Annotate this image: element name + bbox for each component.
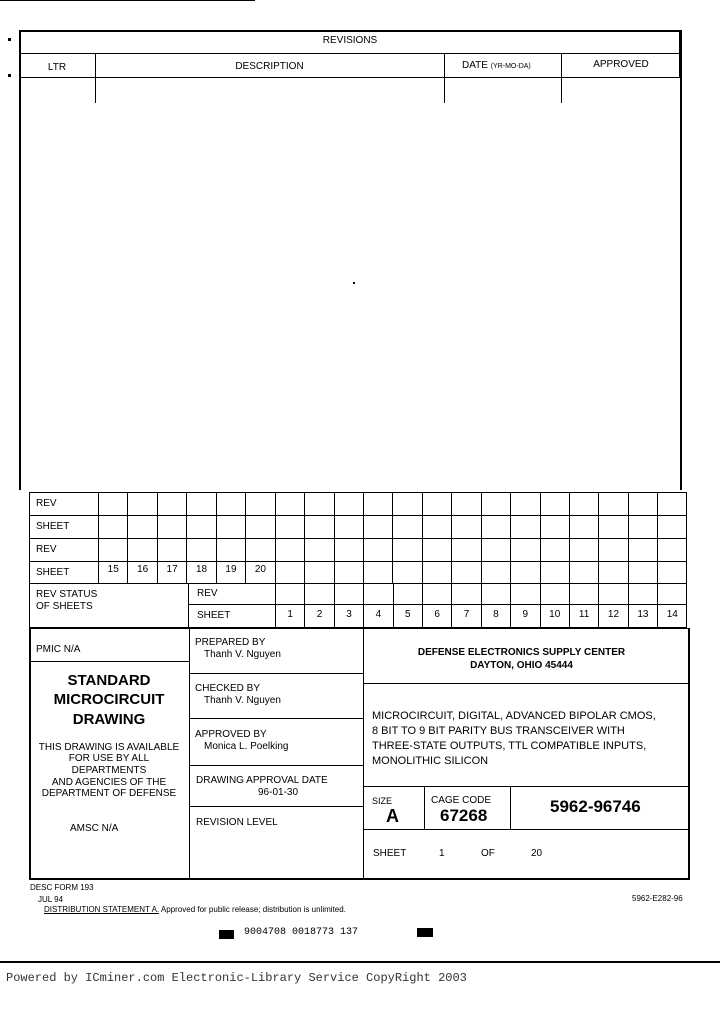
dist-label: DISTRIBUTION STATEMENT A. <box>44 905 160 914</box>
upper-grid-col <box>334 492 363 584</box>
doc-code: 5962-E282-96 <box>632 894 683 903</box>
lower-sheet-number: 10 <box>549 609 561 620</box>
pmic-divider <box>29 661 190 662</box>
upper-grid-col <box>304 492 333 584</box>
standard-line1: STANDARD <box>67 672 151 689</box>
right-divider <box>363 829 689 830</box>
lower-sheet-number: 11 <box>578 609 590 620</box>
lower-sheet-number: 2 <box>316 609 323 620</box>
revisions-header-bottom <box>19 77 681 78</box>
lower-sheet-number: 6 <box>434 609 440 620</box>
lower-grid-col <box>363 584 392 628</box>
lower-sheet-number: 9 <box>522 609 529 620</box>
upper-sheet-number: 18 <box>195 564 208 575</box>
lower-sheet-number: 1 <box>287 609 293 620</box>
upper-grid-col <box>569 492 598 584</box>
lower-sheet-number: 7 <box>463 609 470 620</box>
barcode-block-left <box>219 930 234 939</box>
prepared-name: Thanh V. Nguyen <box>204 649 281 660</box>
label-rev-1: REV <box>36 498 57 509</box>
approval-date-label: DRAWING APPROVAL DATE <box>196 775 328 786</box>
lower-grid-col <box>393 584 422 628</box>
lower-grid-columns <box>275 584 686 628</box>
title-line1: MICROCIRCUIT, DIGITAL, ADVANCED BIPOLAR CMOS, <box>372 710 656 722</box>
powered-by: Powered by ICminer.com Electronic-Library Service CopyRight 2003 <box>6 971 467 985</box>
lower-grid-col <box>598 584 627 628</box>
standard-line2: MICROCIRCUIT <box>53 691 165 708</box>
upper-grid-col <box>216 492 245 584</box>
col-description: DESCRIPTION <box>235 61 304 72</box>
form-label: DESC FORM 193 <box>30 883 94 892</box>
of-sheets-label: OF SHEETS <box>36 601 93 612</box>
signoff-divider <box>189 718 363 719</box>
upper-grid-col <box>598 492 627 584</box>
size-label: SIZE <box>372 796 393 806</box>
signoff-divider <box>189 806 363 807</box>
col-approved: APPROVED <box>593 59 649 70</box>
avail-line2: FOR USE BY ALL <box>68 753 150 764</box>
upper-grid-col <box>275 492 304 584</box>
upper-grid-col <box>127 492 156 584</box>
revisions-left-border <box>19 30 21 490</box>
upper-grid-col <box>481 492 510 584</box>
upper-grid-col <box>657 492 686 584</box>
upper-sheet-number: 15 <box>107 564 119 575</box>
col-date-format: (YR-MO-DA) <box>490 63 531 70</box>
drawing-number: 5962-96746 <box>550 797 641 816</box>
lower-grid-col <box>481 584 510 628</box>
label-rev-2: REV <box>36 544 57 555</box>
label-rev-3: REV <box>197 588 218 599</box>
cage-label: CAGE CODE <box>431 795 492 806</box>
label-sheet-2: SHEET <box>36 567 70 578</box>
col-ltr: LTR <box>47 62 67 73</box>
title-line4: MONOLITHIC SILICON <box>372 755 489 767</box>
revisions-divider <box>19 53 681 54</box>
approval-date: 96-01-30 <box>258 787 299 798</box>
distribution-statement <box>44 905 346 914</box>
upper-grid-col <box>98 492 127 584</box>
lower-grid-col <box>657 584 686 628</box>
scan-dot <box>353 282 355 284</box>
lower-grid-col <box>569 584 598 628</box>
top-scan-line <box>0 0 255 1</box>
revisions-title: REVISIONS <box>322 35 378 46</box>
avail-line3: DEPARTMENTS <box>71 765 147 776</box>
center-line2: DAYTON, OHIO 45444 <box>470 660 573 671</box>
sheet-value: 1 <box>439 848 445 859</box>
revision-level-label: REVISION LEVEL <box>196 817 278 828</box>
lower-sheet-number: 8 <box>493 609 499 620</box>
cage-divider <box>510 786 511 829</box>
upper-grid-col <box>363 492 392 584</box>
upper-grid-col <box>628 492 657 584</box>
barcode-text: 9004708 0018773 137 <box>244 927 359 938</box>
rev-status-label: REV STATUS <box>36 589 98 600</box>
margin-mark <box>8 38 11 41</box>
upper-sheet-number: 20 <box>254 564 266 575</box>
lower-grid-col <box>304 584 333 628</box>
approved-name: Monica L. Poelking <box>204 741 289 752</box>
sheet-label: SHEET <box>373 848 407 859</box>
signoff-divider <box>189 765 363 766</box>
title-line3: THREE-STATE OUTPUTS, TTL COMPATIBLE INPUTS, <box>372 740 647 752</box>
standard-line3: DRAWING <box>72 711 146 728</box>
label-sheet-1: SHEET <box>36 521 70 532</box>
avail-line4: AND AGENCIES OF THE <box>51 777 167 788</box>
lower-sheet-number: 3 <box>346 609 352 620</box>
footer-rule <box>0 961 720 963</box>
upper-grid-col <box>392 492 421 584</box>
of-value: 20 <box>531 848 543 859</box>
lower-sheet-number: 4 <box>375 609 382 620</box>
approved-label: APPROVED BY <box>195 729 267 740</box>
dist-text: Approved for public release; distribution is unlimited. <box>160 905 346 914</box>
checked-name: Thanh V. Nguyen <box>204 695 281 706</box>
lower-sheet-number: 14 <box>666 609 678 620</box>
barcode-block-right <box>417 928 433 937</box>
upper-grid-col <box>510 492 539 584</box>
right-divider <box>363 786 689 787</box>
avail-line1: THIS DRAWING IS AVAILABLE <box>38 742 180 753</box>
upper-grid-col <box>451 492 480 584</box>
left-col-divider <box>189 628 190 880</box>
upper-grid-col <box>245 492 274 584</box>
upper-sheet-number: 19 <box>225 564 237 575</box>
cage-value: 67268 <box>440 806 488 825</box>
upper-grid-col <box>540 492 569 584</box>
size-divider <box>424 786 425 829</box>
upper-grid-columns <box>98 492 687 584</box>
upper-sheet-number: 17 <box>166 564 178 575</box>
col-date <box>462 60 531 71</box>
lower-grid-col <box>628 584 657 628</box>
checked-label: CHECKED BY <box>195 683 261 694</box>
form-date: JUL 94 <box>38 895 64 904</box>
lower-sheet-number: 13 <box>637 609 649 620</box>
signoff-divider <box>189 673 363 674</box>
lower-grid-col <box>275 584 304 628</box>
prepared-label: PREPARED BY <box>195 637 266 648</box>
upper-grid-col <box>157 492 186 584</box>
amsc: AMSC N/A <box>70 823 119 834</box>
upper-grid-col <box>186 492 215 584</box>
col-date-label: DATE <box>462 60 488 71</box>
upper-sheet-number: 16 <box>137 564 149 575</box>
lower-grid-col <box>422 584 451 628</box>
lower-sheet-number: 5 <box>404 609 411 620</box>
of-label: OF <box>481 848 495 859</box>
pmic: PMIC N/A <box>36 644 81 655</box>
lower-grid-col <box>451 584 480 628</box>
avail-line5: DEPARTMENT OF DEFENSE <box>41 788 177 799</box>
revisions-col-line <box>444 53 445 103</box>
revisions-right-border <box>680 30 682 490</box>
rev-status-divider <box>188 584 189 628</box>
label-sheet-3: SHEET <box>197 610 231 621</box>
margin-mark <box>8 74 11 77</box>
title-line2: 8 BIT TO 9 BIT PARITY BUS TRANSCEIVER WITH <box>372 725 625 737</box>
lower-grid-col <box>334 584 363 628</box>
upper-grid-col <box>422 492 451 584</box>
lower-grid-col <box>540 584 569 628</box>
right-divider <box>363 683 689 684</box>
lower-grid-col <box>510 584 539 628</box>
size-value: A <box>386 806 399 826</box>
center-line1: DEFENSE ELECTRONICS SUPPLY CENTER <box>417 647 626 658</box>
lower-sheet-number: 12 <box>607 609 620 620</box>
